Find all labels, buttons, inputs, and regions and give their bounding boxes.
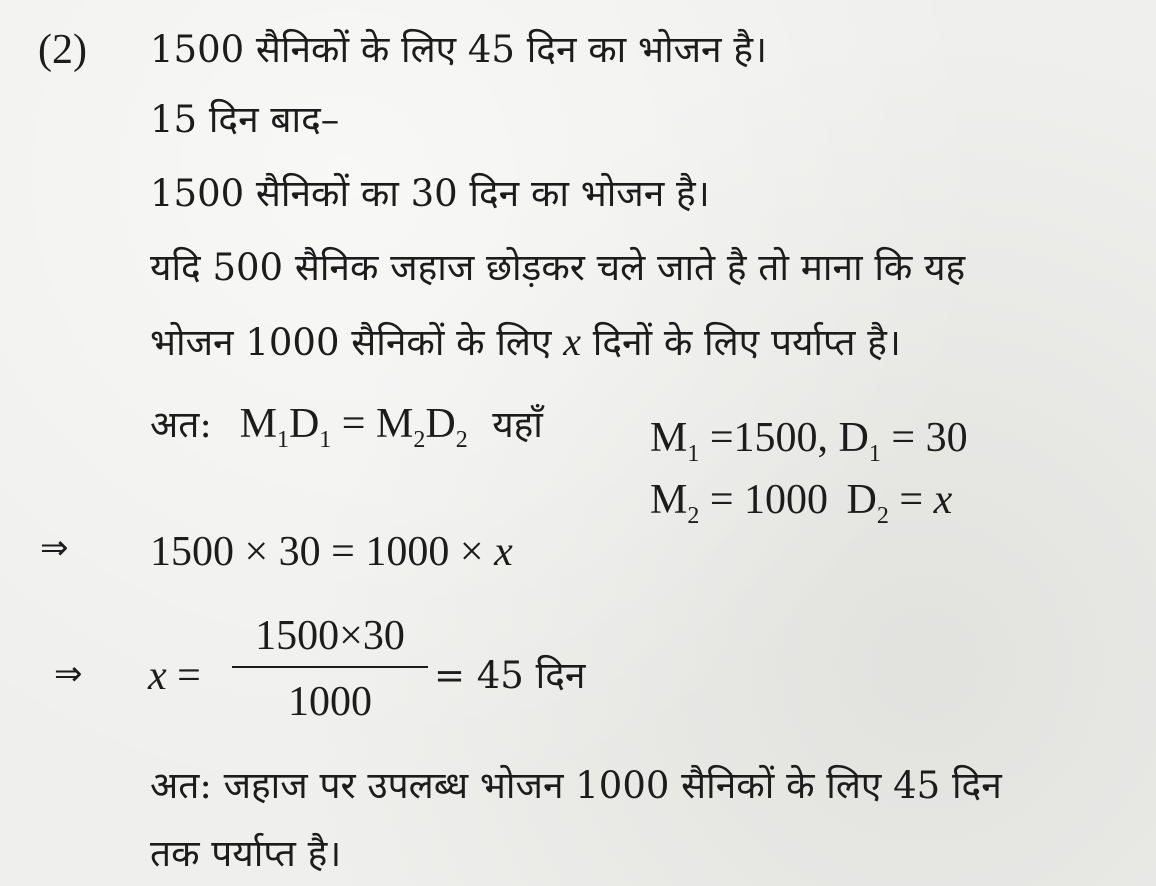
conclusion-line-1: अत: जहाज पर उपलब्ध भोजन 1000 सैनिकों के लिए 45 दिन (150, 764, 1002, 807)
variable-x: x (563, 319, 581, 364)
statement-line-3: 1500 सैनिकों का 30 दिन का भोजन है। (150, 172, 710, 215)
given-values-2: $M_2 = 1000$ $D_2 = x$ (650, 477, 953, 529)
statement-line-5 (150, 320, 901, 365)
conclusion-line-2: तक पर्याप्त है। (150, 832, 342, 875)
statement-line-5-part-1: भोजन 1000 सैनिकों के लिए (150, 321, 552, 364)
implies-symbol-2: ⇒ (54, 654, 83, 694)
step-2-lhs: x = (148, 653, 201, 699)
fraction-numerator: 1500×30 (255, 613, 405, 659)
statement-line-5-part-2: दिनों के लिए पर्याप्त है। (592, 321, 901, 364)
fraction-denominator: 1000 (288, 679, 372, 725)
statement-line-1: 1500 सैनिकों के लिए 45 दिन का भोजन है। (150, 28, 768, 71)
implies-symbol-1: ⇒ (40, 528, 69, 568)
formula-label: अत: (150, 403, 212, 446)
step-1-equation: 1500 × 30 = 1000 × x (150, 529, 513, 575)
formula-line (150, 402, 543, 462)
given-values-1: $M_1 =1500$, $D_1 = 30$ (650, 415, 968, 467)
step-2-result: = 45 दिन (434, 654, 586, 697)
formula-equation: $M_1D_1 = M_2D_2$ (239, 401, 468, 453)
question-number: (2) (38, 27, 87, 73)
statement-line-2: 15 दिन बाद– (150, 98, 340, 141)
fraction-bar (232, 666, 428, 668)
formula-where: यहाँ (492, 403, 543, 446)
statement-line-4: यदि 500 सैनिक जहाज छोड़कर चले जाते है तो माना कि यह (150, 246, 966, 289)
